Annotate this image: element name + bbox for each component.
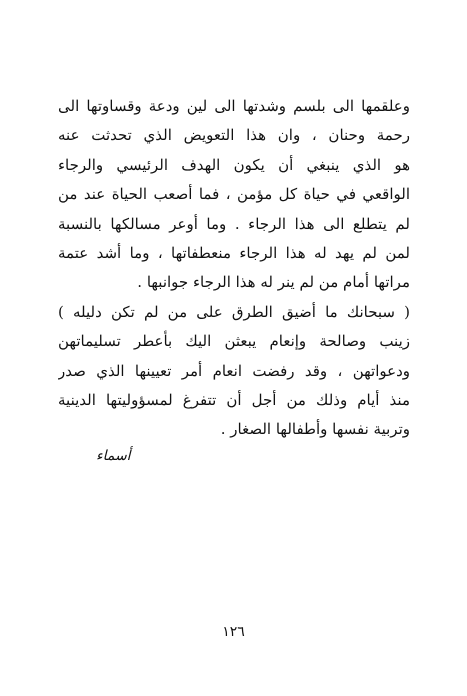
text-line: زينب وصالحة وإنعام يبعثن اليك بأعطر تسليماتهن bbox=[58, 332, 410, 351]
text-line: مراتها أمام من لم ينر له هذا الرجاء جوانبها . bbox=[137, 273, 410, 292]
text-line: ( سبحانك ما أضيق الطرق على من لم تكن دليله ) bbox=[58, 302, 410, 321]
text-line: رحمة وحنان ، وان هذا التعويض الذي تحدثت عنه bbox=[58, 126, 410, 145]
text-line: هو الذي ينبغي أن يكون الهدف الرئيسي والرجاء bbox=[58, 155, 410, 174]
text-line: الواقعي في حياة كل مؤمن ، فما أصعب الحياة عند من bbox=[58, 185, 410, 204]
text-line: وتربية نفسها وأطفالها الصغار . bbox=[220, 420, 410, 439]
signature: أسماء bbox=[96, 448, 131, 464]
text-line: وعلقمها الى بلسم وشدتها الى لين ودعة وقساوتها الى bbox=[58, 97, 410, 115]
letter-body bbox=[58, 92, 410, 445]
text-line: منذ أيام وذلك من أجل أن تتفرغ لمسؤوليتها الدينية bbox=[58, 390, 410, 409]
page-number: ١٢٦ bbox=[222, 624, 245, 640]
text-line: لمن لم يهد له هذا الرجاء منعطفاتها ، وما أشد عتمة bbox=[58, 243, 410, 262]
text-line: لم يتطلع الى هذا الرجاء . وما أوعر مسالكها بالنسبة bbox=[58, 214, 410, 233]
text-line: ودعواتهن ، وقد رفضت انعام أمر تعيينها الذي صدر bbox=[58, 361, 410, 380]
